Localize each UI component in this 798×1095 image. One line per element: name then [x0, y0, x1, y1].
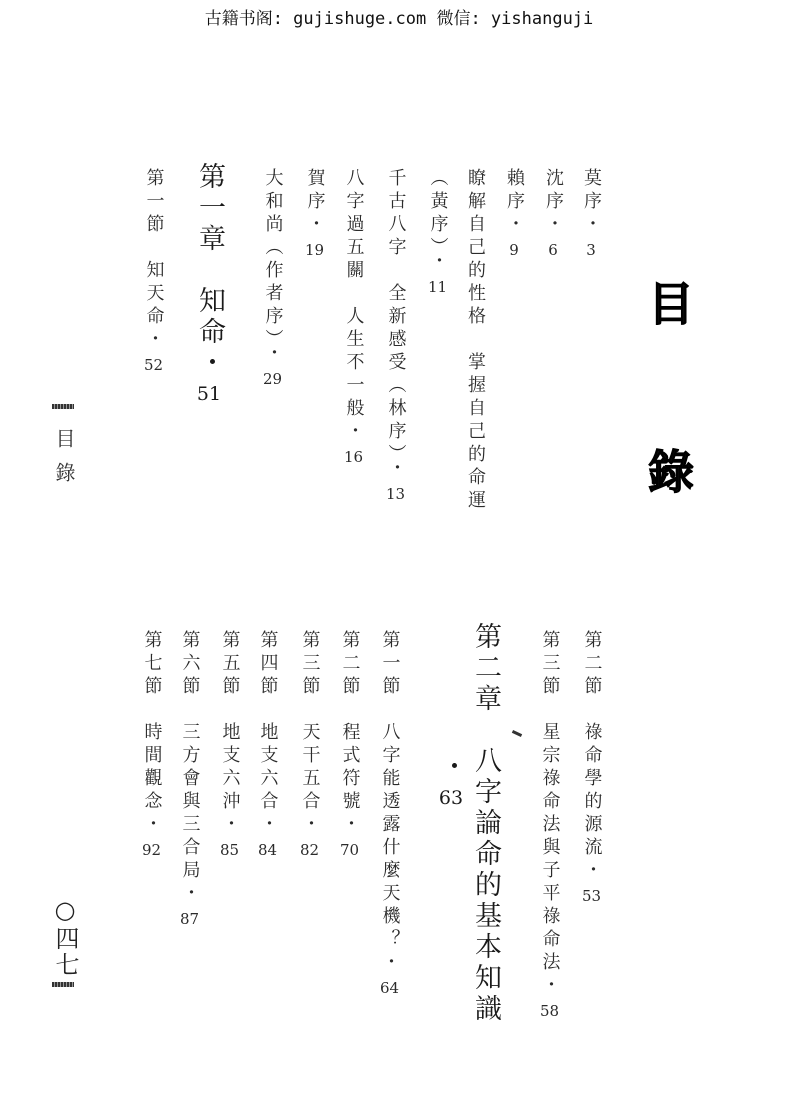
toc-entry-text: 第一節 八字能透露什麼天機？ — [379, 630, 401, 952]
toc-entry-text: 沈序 — [543, 168, 564, 214]
toc-entry-page: 9 — [509, 241, 519, 259]
toc-chapter-heading: 第一章 知命・51 — [194, 162, 225, 405]
toc-entry: 大和尚（作者序）・29 — [262, 168, 284, 388]
toc-entry-text: 第一章 知命 — [194, 162, 225, 348]
toc-entry: 第二節 程式符號・70 — [339, 630, 361, 859]
toc-entry: 賀序・19 — [304, 168, 326, 259]
toc-entry-text: 第一節 知天命 — [143, 168, 165, 329]
margin-marker-top — [52, 404, 74, 409]
toc-entry-page: 52 — [144, 356, 164, 374]
toc-entry-text: 賴序 — [504, 168, 525, 214]
toc-entry-page: 11 — [428, 278, 448, 296]
toc-entry-page: 82 — [300, 841, 320, 859]
toc-entry-page: 3 — [586, 241, 596, 259]
toc-entry-page: 51 — [196, 383, 222, 405]
toc-entry-text: 第五節 地支六沖 — [219, 630, 241, 814]
toc-entry-text: 第二節 祿命學的源流 — [581, 630, 603, 860]
toc-entry-page: 6 — [548, 241, 558, 259]
toc-entry-text: 大和尚（作者序） — [262, 168, 284, 343]
toc-entry: 第六節 三方會與三合局・87 — [179, 630, 201, 928]
toc-entry: 第七節 時間觀念・92 — [141, 630, 163, 859]
toc-entry: 千古八字 全新感受（林序）・13 — [385, 168, 407, 503]
toc-entry-page: 92 — [142, 841, 162, 859]
toc-entry: 第一節 八字能透露什麼天機？・64 — [379, 630, 401, 997]
toc-entry: 第一節 知天命・52 — [143, 168, 165, 374]
toc-entry-text: 第四節 地支六合 — [257, 630, 279, 814]
margin-marker-bottom — [52, 982, 74, 987]
toc-entry: 第三節 星宗祿命法與子平祿命法・58 — [539, 630, 561, 1020]
toc-entry-text: 千古八字 全新感受（林序） — [385, 168, 407, 458]
toc-entry: 八字過五關 人生不一般・16 — [343, 168, 365, 466]
toc-entry-text: 第三節 星宗祿命法與子平祿命法 — [539, 630, 561, 975]
toc-entry-text: 第三節 天干五合 — [299, 630, 321, 814]
toc-entry-page: 58 — [540, 1002, 560, 1020]
toc-title-char-2: 錄 — [648, 445, 694, 499]
toc-chapter-heading — [472, 622, 499, 1025]
toc-entry-page: 29 — [263, 370, 283, 388]
page-number: ○四七 — [51, 896, 79, 978]
toc-entry-page: 13 — [386, 485, 406, 503]
toc-entry: 沈序・6 — [543, 168, 564, 259]
toc-entry-page: 19 — [305, 241, 325, 259]
toc-entry: 賴序・9 — [504, 168, 525, 259]
toc-entry-page: 70 — [340, 841, 360, 859]
toc-entry-text: 八字過五關 人生不一般 — [343, 168, 365, 421]
toc-entry-text: 第二章 八字論命的基本知識 — [470, 622, 501, 1025]
toc-entry-text: 賀序 — [304, 168, 326, 214]
decorative-mark — [512, 730, 522, 737]
toc-entry-text: 莫序 — [581, 168, 602, 214]
toc-entry: 第二節 祿命學的源流・53 — [581, 630, 603, 905]
toc-entry-page: 64 — [380, 979, 400, 997]
toc-entry-page: 16 — [344, 448, 364, 466]
toc-entry-text: 瞭解自己的性格 掌握自己的命運 — [465, 168, 486, 513]
toc-entry-page: 85 — [220, 841, 240, 859]
toc-entry: 第三節 天干五合・82 — [299, 630, 321, 859]
toc-entry-text: 第七節 時間觀念 — [141, 630, 163, 814]
margin-section-label: 目錄 — [52, 428, 76, 496]
toc-entry-text: 第二節 程式符號 — [339, 630, 361, 814]
toc-entry-text: （黃序） — [427, 168, 449, 251]
toc-chapter-page: ・63 — [436, 752, 467, 809]
watermark-text: 古籍书阁: gujishuge.com 微信: yishanguji — [204, 9, 594, 29]
toc-entry: 第五節 地支六沖・85 — [219, 630, 241, 859]
toc-entry: 第四節 地支六合・84 — [257, 630, 279, 859]
toc-entry-text: 第六節 三方會與三合局 — [179, 630, 201, 883]
toc-entry — [466, 168, 484, 513]
toc-entry: （黃序）・11 — [427, 168, 449, 296]
toc-title-char-1: 目 — [648, 277, 694, 331]
toc-entry: 莫序・3 — [581, 168, 602, 259]
toc-entry-page: 53 — [582, 887, 602, 905]
toc-entry-page: 63 — [438, 787, 464, 809]
toc-entry-page: 87 — [180, 910, 200, 928]
toc-entry-page: 84 — [258, 841, 278, 859]
